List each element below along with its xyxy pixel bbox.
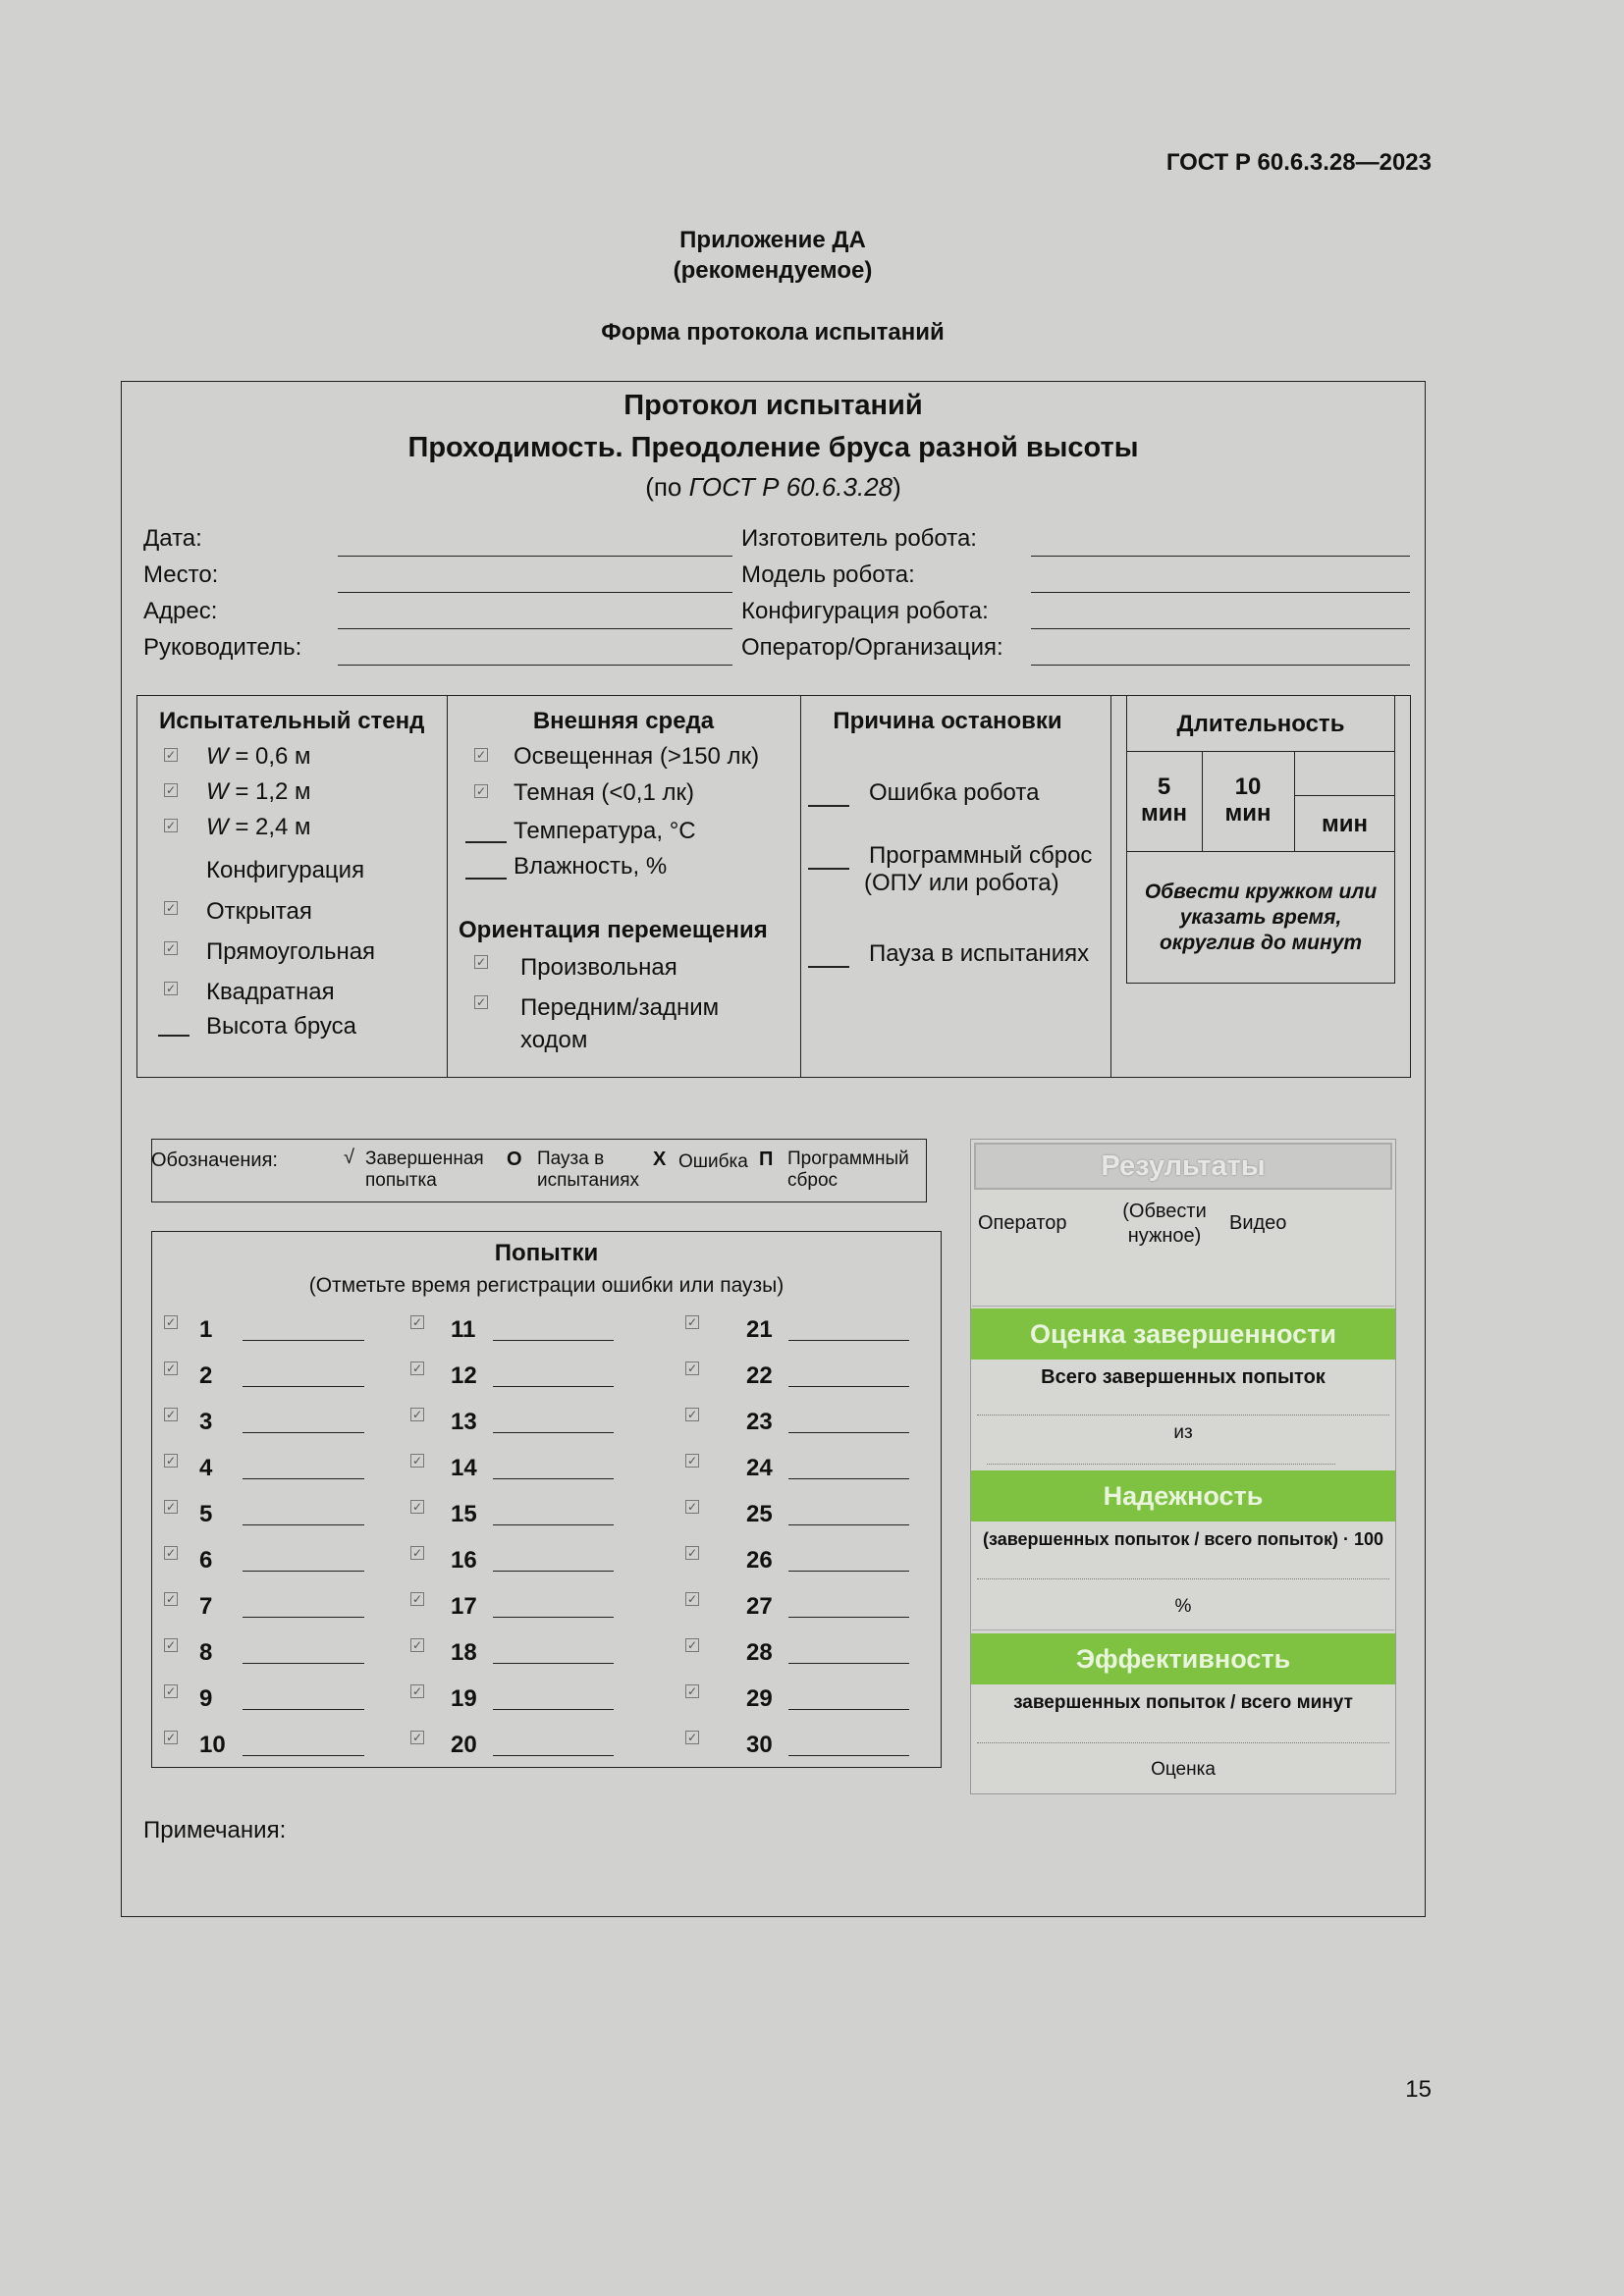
attempt-time-blank[interactable] — [788, 1524, 909, 1525]
attempt-number: 4 — [199, 1455, 213, 1481]
orientation-any-checkbox[interactable]: ✓ — [475, 955, 487, 969]
attempt-checkbox[interactable]: ✓ — [686, 1362, 698, 1375]
attempt-checkbox[interactable]: ✓ — [165, 1454, 177, 1468]
attempt-number: 12 — [451, 1362, 477, 1389]
attempt-checkbox[interactable]: ✓ — [165, 1315, 177, 1329]
attempt-checkbox[interactable]: ✓ — [165, 1684, 177, 1698]
attempt-number: 27 — [746, 1593, 773, 1620]
attempt-time-blank[interactable] — [243, 1340, 364, 1341]
completion-title: Оценка завершенности — [971, 1308, 1395, 1360]
stand-w1-checkbox[interactable]: ✓ — [165, 748, 177, 762]
efficiency-score: Оценка — [1151, 1759, 1216, 1780]
attempt-time-blank[interactable] — [493, 1478, 614, 1479]
attempt-number: 24 — [746, 1455, 773, 1481]
field-config-label: Конфигурация робота: — [741, 598, 989, 624]
protocol-subtitle: Проходимость. Преодоление бруса разной высоты — [407, 432, 1139, 463]
attempt-time-blank[interactable] — [788, 1709, 909, 1710]
duration-5-unit: мин — [1140, 800, 1187, 827]
attempt-checkbox[interactable]: ✓ — [686, 1638, 698, 1652]
appendix-subtitle: (рекомендуемое) — [673, 257, 873, 284]
field-model-label: Модель робота: — [741, 561, 915, 588]
robot-error-label: Ошибка робота — [869, 779, 1040, 806]
attempt-checkbox[interactable]: ✓ — [411, 1731, 423, 1744]
attempt-time-blank[interactable] — [243, 1478, 364, 1479]
attempt-number: 17 — [451, 1593, 477, 1620]
attempt-time-blank[interactable] — [493, 1340, 614, 1341]
attempt-time-blank[interactable] — [493, 1755, 614, 1756]
attempt-time-blank[interactable] — [243, 1571, 364, 1572]
stand-w1-label: W = 0,6 м — [206, 743, 311, 770]
efficiency-blank[interactable] — [977, 1742, 1389, 1743]
env-dark-checkbox[interactable]: ✓ — [475, 784, 487, 798]
legend-reset-text: Программный сброс — [787, 1148, 909, 1191]
attempt-number: 16 — [451, 1547, 477, 1574]
attempt-time-blank[interactable] — [493, 1432, 614, 1433]
notes-label: Примечания: — [143, 1817, 287, 1843]
attempts-title: Попытки — [494, 1240, 599, 1266]
field-place-input[interactable] — [338, 592, 732, 593]
stand-w2-checkbox[interactable]: ✓ — [165, 783, 177, 797]
stand-title: Испытательный стенд — [159, 708, 425, 734]
reliability-title: Надежность — [971, 1470, 1395, 1522]
attempt-time-blank[interactable] — [493, 1663, 614, 1664]
attempt-number: 13 — [451, 1409, 477, 1435]
duration-note: Обвести кружком или указать время, округлив до минут — [1144, 881, 1378, 954]
attempt-number: 22 — [746, 1362, 773, 1389]
results-operator[interactable]: Оператор — [978, 1212, 1067, 1234]
legend-pause-text: Пауза в испытаниях — [537, 1148, 640, 1191]
config-rect-checkbox[interactable]: ✓ — [165, 941, 177, 955]
field-place-label: Место: — [143, 561, 219, 588]
attempt-checkbox[interactable]: ✓ — [686, 1546, 698, 1560]
attempt-checkbox[interactable]: ✓ — [411, 1315, 423, 1329]
env-lit-label: Освещенная (>150 лк) — [514, 743, 760, 770]
attempt-number: 7 — [199, 1593, 213, 1620]
attempt-time-blank[interactable] — [788, 1340, 909, 1341]
results-title: Результаты — [974, 1143, 1392, 1190]
legend-error-icon: Х — [653, 1148, 667, 1170]
attempt-number: 3 — [199, 1409, 213, 1435]
field-address-input[interactable] — [338, 628, 732, 629]
field-operator-input[interactable] — [1031, 665, 1410, 666]
attempt-number: 23 — [746, 1409, 773, 1435]
attempt-number: 1 — [199, 1316, 213, 1343]
attempt-checkbox[interactable]: ✓ — [411, 1592, 423, 1606]
attempt-time-blank[interactable] — [493, 1617, 614, 1618]
attempt-time-blank[interactable] — [788, 1386, 909, 1387]
attempt-number: 29 — [746, 1685, 773, 1712]
config-square-checkbox[interactable]: ✓ — [165, 982, 177, 995]
attempt-checkbox[interactable]: ✓ — [686, 1592, 698, 1606]
attempt-time-blank[interactable] — [788, 1432, 909, 1433]
attempt-time-blank[interactable] — [493, 1709, 614, 1710]
pause-blank[interactable] — [808, 966, 849, 968]
attempt-time-blank[interactable] — [243, 1755, 364, 1756]
legend-label: Обозначения: — [151, 1149, 278, 1171]
attempt-checkbox[interactable]: ✓ — [686, 1731, 698, 1744]
attempt-number: 20 — [451, 1732, 477, 1758]
config-square-label: Квадратная — [206, 979, 335, 1005]
page-number: 15 — [1405, 2076, 1432, 2103]
results-circle-note: (Обвести нужное) — [1122, 1201, 1207, 1247]
height-label: Высота бруса — [206, 1013, 356, 1040]
attempts-subtitle: (Отметьте время регистрации ошибки или паузы) — [308, 1274, 785, 1297]
attempt-checkbox[interactable]: ✓ — [686, 1454, 698, 1468]
attempt-time-blank[interactable] — [243, 1432, 364, 1433]
attempt-number: 28 — [746, 1639, 773, 1666]
duration-5[interactable]: 5 — [1157, 774, 1171, 800]
completion-of: из — [1173, 1422, 1193, 1443]
attempt-checkbox[interactable]: ✓ — [411, 1546, 423, 1560]
env-lit-checkbox[interactable]: ✓ — [475, 748, 487, 762]
orientation-fwd-label-2: ходом — [520, 1027, 588, 1053]
pause-label: Пауза в испытаниях — [869, 940, 1090, 967]
stand-w3-checkbox[interactable]: ✓ — [165, 819, 177, 832]
attempt-checkbox[interactable]: ✓ — [165, 1592, 177, 1606]
attempt-checkbox[interactable]: ✓ — [411, 1454, 423, 1468]
attempt-checkbox[interactable]: ✓ — [686, 1315, 698, 1329]
temperature-blank[interactable] — [465, 841, 507, 843]
env-dark-label: Темная (<0,1 лк) — [514, 779, 694, 806]
duration-custom-unit[interactable]: мин — [1321, 811, 1368, 837]
attempt-checkbox[interactable]: ✓ — [165, 1500, 177, 1514]
attempt-time-blank[interactable] — [243, 1663, 364, 1664]
attempt-number: 8 — [199, 1639, 213, 1666]
attempt-number: 9 — [199, 1685, 213, 1712]
reset-blank[interactable] — [808, 868, 849, 870]
attempt-time-blank[interactable] — [788, 1663, 909, 1664]
attempt-checkbox[interactable]: ✓ — [411, 1638, 423, 1652]
legend-check-icon: √ — [344, 1147, 354, 1168]
appendix-title: Приложение ДА — [679, 227, 866, 253]
reset-label-1: Программный сброс — [869, 842, 1093, 869]
attempt-checkbox[interactable]: ✓ — [686, 1684, 698, 1698]
config-open-checkbox[interactable]: ✓ — [165, 901, 177, 915]
field-model-input[interactable] — [1031, 592, 1410, 593]
reset-label-2: (ОПУ или робота) — [864, 870, 1059, 896]
legend-pause-icon: О — [507, 1148, 522, 1170]
stand-config-title: Конфигурация — [206, 857, 365, 883]
duration-title: Длительность — [1176, 711, 1345, 737]
config-rect-label: Прямоугольная — [206, 938, 376, 965]
attempt-time-blank[interactable] — [493, 1524, 614, 1525]
completion-total: Всего завершенных попыток — [1041, 1366, 1326, 1388]
stand-w3-label: W = 2,4 м — [206, 814, 311, 840]
attempt-checkbox[interactable]: ✓ — [411, 1362, 423, 1375]
form-title: Форма протокола испытаний — [601, 319, 945, 346]
orientation-title: Ориентация перемещения — [459, 917, 768, 943]
field-maker-input[interactable] — [1031, 556, 1410, 557]
stand-w2-label: W = 1,2 м — [206, 778, 311, 805]
humidity-blank[interactable] — [465, 878, 507, 880]
efficiency-formula: завершенных попыток / всего минут — [1013, 1692, 1353, 1713]
attempt-time-blank[interactable] — [788, 1617, 909, 1618]
attempt-checkbox[interactable]: ✓ — [165, 1638, 177, 1652]
duration-10[interactable]: 10 — [1234, 774, 1262, 800]
field-maker-label: Изготовитель робота: — [741, 525, 977, 552]
attempt-checkbox[interactable]: ✓ — [411, 1500, 423, 1514]
field-date-label: Дата: — [143, 525, 202, 552]
robot-error-blank[interactable] — [808, 805, 849, 807]
attempt-number: 5 — [199, 1501, 213, 1527]
attempt-time-blank[interactable] — [243, 1524, 364, 1525]
attempt-checkbox[interactable]: ✓ — [165, 1731, 177, 1744]
attempt-number: 19 — [451, 1685, 477, 1712]
attempt-number: 15 — [451, 1501, 477, 1527]
legend-check-text: Завершенная попытка — [365, 1148, 484, 1191]
attempts-box — [151, 1231, 942, 1768]
reliability-formula: (завершенных попыток / всего попыток) · 100 — [983, 1529, 1383, 1549]
protocol-title: Протокол испытаний — [623, 390, 923, 421]
attempt-time-blank[interactable] — [788, 1478, 909, 1479]
attempt-number: 6 — [199, 1547, 213, 1574]
orientation-fwd-label: Передним/задним — [520, 994, 720, 1021]
orientation-any-label: Произвольная — [520, 954, 677, 981]
attempt-number: 18 — [451, 1639, 477, 1666]
stop-reason-title: Причина остановки — [833, 708, 1062, 734]
attempt-checkbox[interactable]: ✓ — [686, 1408, 698, 1421]
environment-title: Внешняя среда — [532, 708, 715, 734]
attempt-time-blank[interactable] — [788, 1755, 909, 1756]
attempt-time-blank[interactable] — [788, 1571, 909, 1572]
attempt-checkbox[interactable]: ✓ — [165, 1546, 177, 1560]
efficiency-title: Эффективность — [971, 1633, 1395, 1684]
protocol-reference: (по ГОСТ Р 60.6.3.28) — [645, 472, 901, 502]
reliability-blank[interactable] — [977, 1578, 1389, 1579]
attempt-checkbox[interactable]: ✓ — [165, 1408, 177, 1421]
attempt-number: 11 — [451, 1316, 476, 1343]
legend-reset-icon: П — [759, 1148, 774, 1170]
attempt-time-blank[interactable] — [493, 1386, 614, 1387]
attempt-number: 26 — [746, 1547, 773, 1574]
attempt-time-blank[interactable] — [243, 1386, 364, 1387]
attempt-checkbox[interactable]: ✓ — [165, 1362, 177, 1375]
humidity-label: Влажность, % — [514, 853, 668, 880]
attempt-checkbox[interactable]: ✓ — [411, 1684, 423, 1698]
field-date-input[interactable] — [338, 556, 732, 557]
attempt-number: 25 — [746, 1501, 773, 1527]
attempt-time-blank[interactable] — [493, 1571, 614, 1572]
temperature-label: Температура, °С — [514, 818, 696, 844]
attempt-number: 21 — [746, 1316, 773, 1343]
attempt-time-blank[interactable] — [243, 1617, 364, 1618]
completion-of-blank[interactable] — [987, 1464, 1335, 1465]
standard-number: ГОСТ Р 60.6.3.28—2023 — [1165, 149, 1432, 176]
field-address-label: Адрес: — [143, 598, 218, 624]
attempt-number: 2 — [199, 1362, 213, 1389]
field-operator-label: Оператор/Организация: — [741, 634, 1003, 661]
config-open-label: Открытая — [206, 898, 312, 925]
duration-10-unit: мин — [1224, 800, 1272, 827]
field-config-input[interactable] — [1031, 628, 1410, 629]
field-manager-input[interactable] — [338, 665, 732, 666]
attempt-checkbox[interactable]: ✓ — [411, 1408, 423, 1421]
attempt-number: 30 — [746, 1732, 773, 1758]
legend-error-text: Ошибка — [678, 1151, 748, 1172]
attempt-number: 14 — [451, 1455, 477, 1481]
attempt-time-blank[interactable] — [243, 1709, 364, 1710]
reliability-percent: % — [1174, 1596, 1192, 1617]
attempt-number: 10 — [199, 1732, 226, 1758]
field-manager-label: Руководитель: — [143, 634, 302, 661]
attempt-checkbox[interactable]: ✓ — [686, 1500, 698, 1514]
height-blank[interactable] — [158, 1035, 189, 1037]
results-video[interactable]: Видео — [1229, 1212, 1287, 1234]
orientation-fwd-checkbox[interactable]: ✓ — [475, 995, 487, 1009]
